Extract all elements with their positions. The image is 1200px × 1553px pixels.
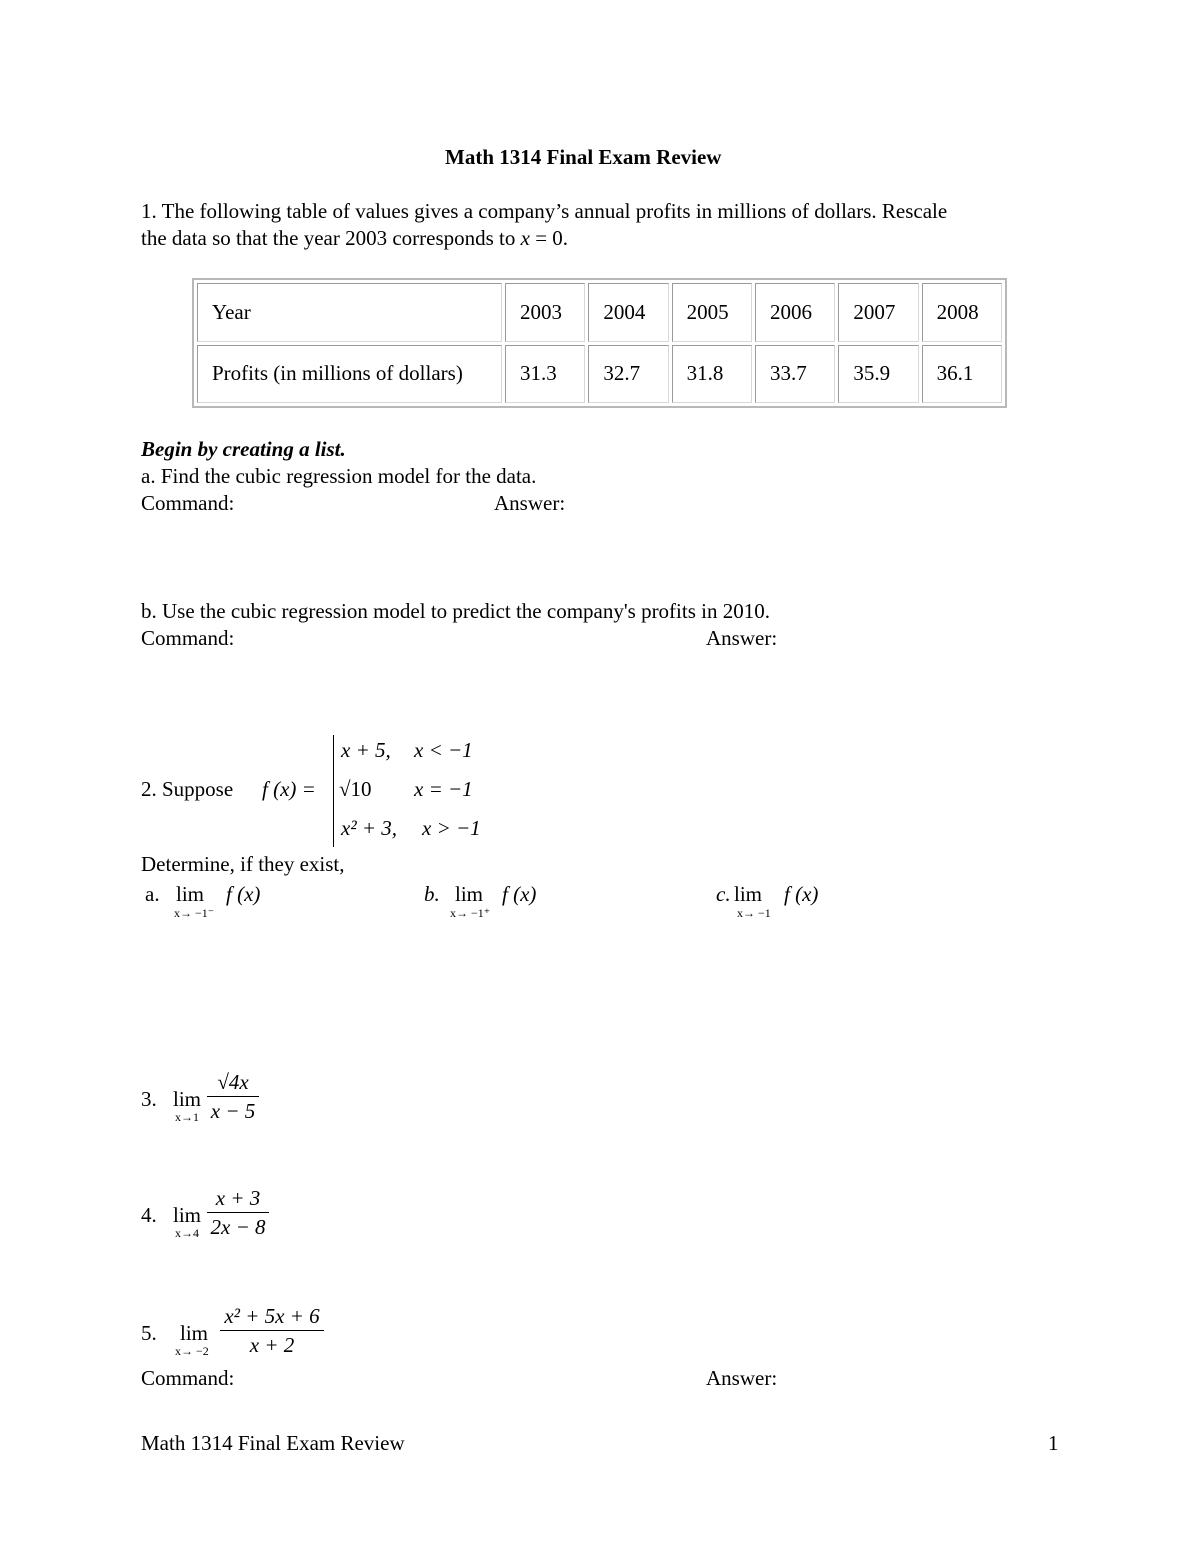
table-cell: 35.9	[838, 345, 918, 404]
table-cell: 33.7	[755, 345, 835, 404]
q1-var-x: x	[520, 226, 530, 250]
table-cell: 2007	[838, 283, 918, 342]
q5-lim-sub: x→ −2	[175, 1344, 209, 1358]
piecewise-brace	[333, 735, 334, 847]
table-row	[197, 283, 1002, 342]
q1b-text: b. Use the cubic regression model to predict the company's profits in 2010.	[141, 599, 770, 623]
table-cell: 2004	[588, 283, 668, 342]
q2c-label: c.	[716, 882, 731, 906]
q3-denominator: x − 5	[210, 1099, 256, 1123]
q2b-label: b.	[424, 882, 440, 906]
q1-instruction: Begin by creating a list.	[141, 437, 346, 461]
case2-expr: √10	[339, 777, 372, 801]
table-cell: 2006	[755, 283, 835, 342]
q2c-lim-sub: x→ −1	[737, 906, 771, 920]
q3-numerator: √4x	[217, 1070, 249, 1094]
footer-title: Math 1314 Final Exam Review	[141, 1431, 405, 1455]
table-cell: 2003	[505, 283, 585, 342]
q3-fraction	[207, 1070, 259, 1123]
q4-fraction-bar	[207, 1212, 269, 1213]
q3-lim: lim	[173, 1087, 202, 1111]
q5-number: 5.	[141, 1321, 157, 1345]
q1a-text: a. Find the cubic regression model for the data.	[141, 464, 537, 488]
q5-denominator: x + 2	[249, 1333, 295, 1357]
q2b-lim-sub: x→ −1⁺	[450, 906, 491, 920]
q2b-lim: lim	[455, 882, 484, 906]
q4-number: 4.	[141, 1203, 157, 1227]
profits-table	[192, 278, 1007, 408]
q3-lim-sub: x→1	[175, 1110, 199, 1124]
case1-cond: x < −1	[414, 738, 473, 762]
q3-fraction-bar	[207, 1096, 259, 1097]
q1-text-line2-pre: the data so that the year 2003 corresponds to	[141, 226, 521, 250]
case3-cond: x > −1	[422, 816, 481, 840]
q5-lim: lim	[180, 1321, 209, 1345]
q1b-answer-label: Answer:	[706, 626, 778, 650]
q1-text-line1: 1. The following table of values gives a company’s annual profits in millions of dollars. Rescale	[141, 199, 948, 223]
table-row	[197, 345, 1002, 404]
q1b-command-label: Command:	[141, 626, 235, 650]
q1a-answer-label: Answer:	[494, 491, 566, 515]
page-title: Math 1314 Final Exam Review	[445, 145, 722, 169]
table-header-profits: Profits (in millions of dollars)	[197, 345, 502, 404]
q5-fraction-bar	[220, 1330, 324, 1331]
q2a-fx: f (x)	[226, 882, 261, 906]
table-cell: 36.1	[922, 345, 1002, 404]
case3-expr: x² + 3,	[341, 816, 398, 840]
q5-numerator: x² + 5x + 6	[224, 1304, 320, 1328]
table-cell: 2005	[672, 283, 752, 342]
page-number: 1	[1048, 1431, 1059, 1455]
q2a-lim: lim	[176, 882, 205, 906]
q1a-command-label: Command:	[141, 491, 235, 515]
q2-lead: 2. Suppose	[141, 777, 234, 801]
case2-cond: x = −1	[414, 777, 473, 801]
q4-denominator: 2x − 8	[210, 1215, 266, 1239]
q4-fraction	[207, 1186, 269, 1239]
case1-expr: x + 5,	[341, 738, 391, 762]
table-cell: 2008	[922, 283, 1002, 342]
q3-number: 3.	[141, 1087, 157, 1111]
q2-fx: f (x) =	[262, 777, 316, 801]
q2a-lim-sub: x→ −1⁻	[174, 906, 215, 920]
q4-lim: lim	[173, 1203, 202, 1227]
q5-command-label: Command:	[141, 1366, 235, 1390]
q4-numerator: x + 3	[215, 1186, 261, 1210]
q5-fraction	[220, 1304, 324, 1357]
q2c-lim: lim	[734, 882, 763, 906]
table-header-year: Year	[197, 283, 502, 342]
table-cell: 31.3	[505, 345, 585, 404]
q2c-fx: f (x)	[784, 882, 819, 906]
q1-text-line2-post: = 0.	[529, 226, 569, 250]
q2-determine: Determine, if they exist,	[141, 852, 345, 876]
q5-answer-label: Answer:	[706, 1366, 778, 1390]
q2a-label: a.	[145, 882, 160, 906]
table-cell: 31.8	[672, 345, 752, 404]
q2b-fx: f (x)	[502, 882, 537, 906]
table-cell: 32.7	[588, 345, 668, 404]
q4-lim-sub: x→4	[175, 1226, 199, 1240]
q1-text-line2	[141, 226, 568, 251]
